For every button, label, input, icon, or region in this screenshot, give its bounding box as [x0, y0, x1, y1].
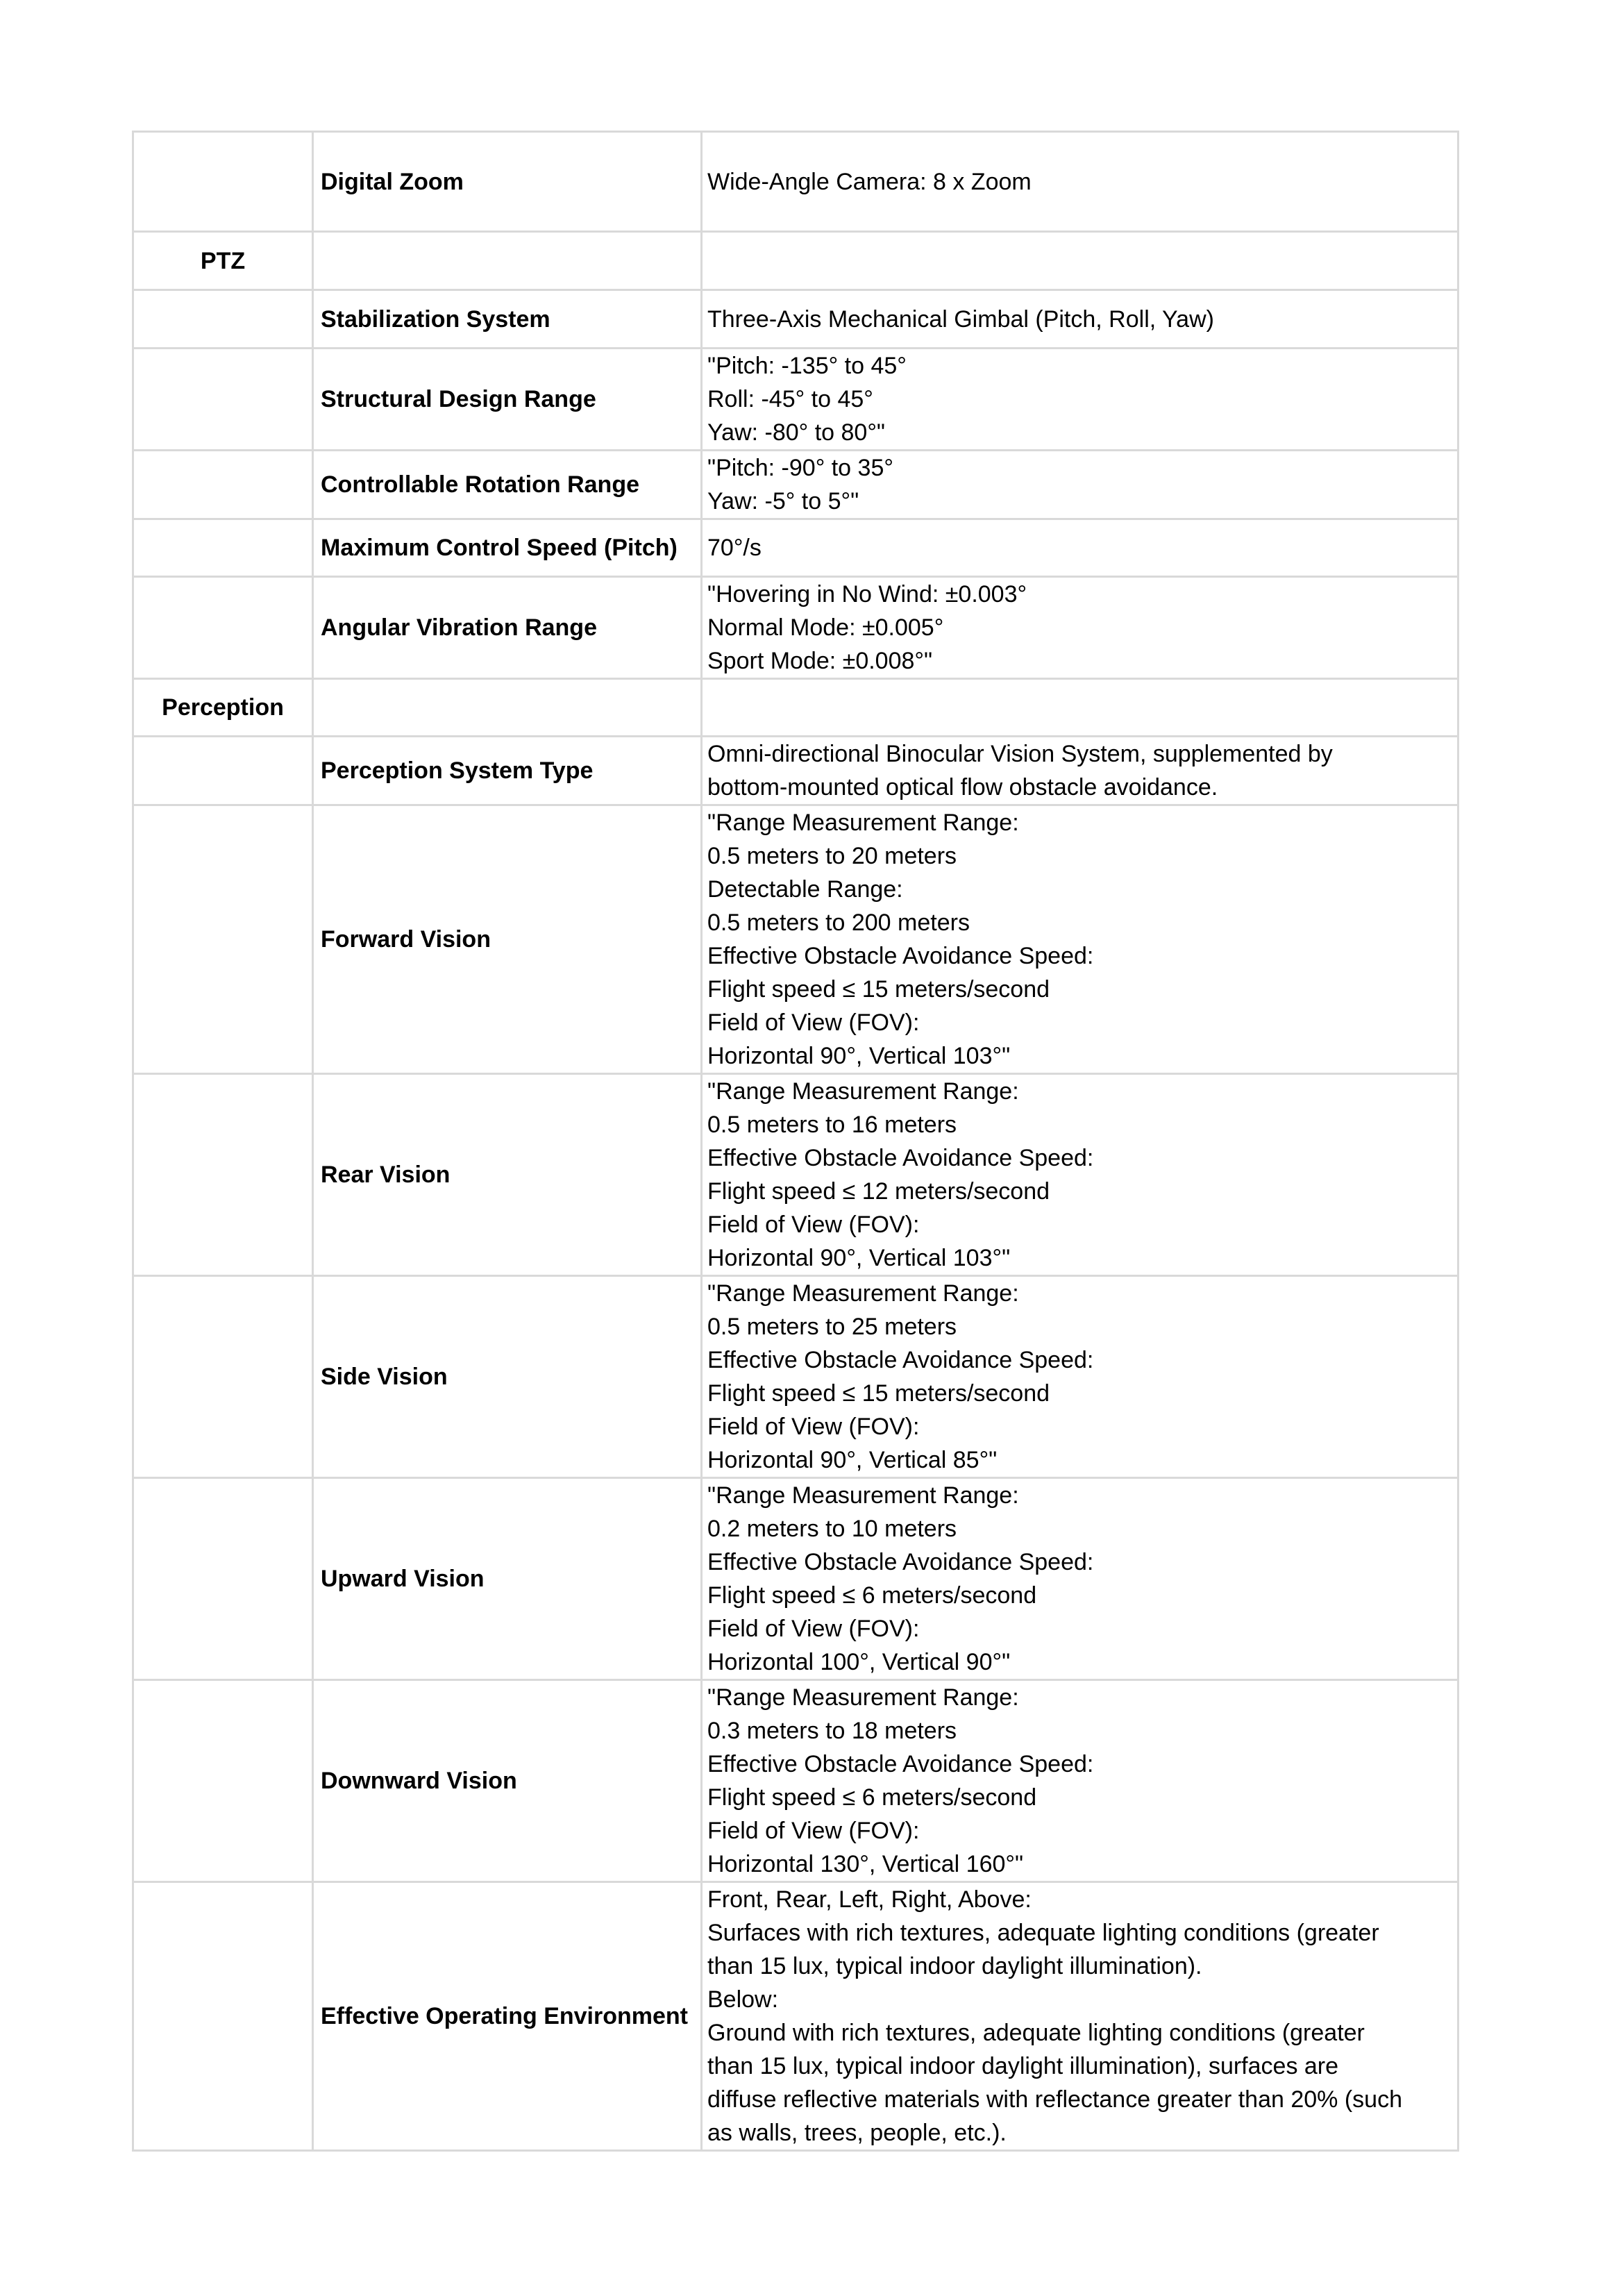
spec-value-line: "Pitch: -90° to 35° — [707, 455, 893, 481]
spec-value-line: Horizontal 90°, Vertical 85°" — [707, 1447, 998, 1473]
spec-value — [702, 451, 1458, 519]
spec-value-line: Detectable Range: — [707, 876, 903, 903]
table-row — [133, 737, 1458, 805]
spec-value-line: "Range Measurement Range: — [707, 1280, 1019, 1307]
category-cell — [133, 1478, 313, 1680]
spec-value-line: "Hovering in No Wind: ±0.003° — [707, 581, 1027, 607]
spec-value-line: Below: — [707, 1986, 779, 2013]
spec-value-line: Effective Obstacle Avoidance Speed: — [707, 1347, 1094, 1373]
table-row — [133, 805, 1458, 1074]
spec-value-line: Horizontal 90°, Vertical 103°" — [707, 1043, 1011, 1069]
spec-value-line: diffuse reflective materials with reflectance greater than 20% (such — [707, 2086, 1402, 2113]
spec-label: Effective Operating Environment — [313, 1882, 702, 2151]
spec-label: Upward Vision — [313, 1478, 702, 1680]
spec-label: Forward Vision — [313, 805, 702, 1074]
category-cell — [133, 1276, 313, 1478]
category-cell — [133, 1680, 313, 1882]
spec-value-line: Field of View (FOV): — [707, 1818, 920, 1844]
table-row — [133, 232, 1458, 290]
category-cell — [133, 1882, 313, 2151]
spec-value — [702, 349, 1458, 451]
spec-value — [702, 1074, 1458, 1276]
spec-value-line: Yaw: -80° to 80°" — [707, 419, 885, 446]
spec-value-line: Effective Obstacle Avoidance Speed: — [707, 943, 1094, 969]
spec-value — [702, 679, 1458, 737]
spec-value-line: Flight speed ≤ 6 meters/second — [707, 1784, 1037, 1811]
spec-value-line: "Range Measurement Range: — [707, 1482, 1019, 1509]
spec-label: Stabilization System — [313, 290, 702, 349]
category-cell — [133, 519, 313, 577]
spec-value-line: Flight speed ≤ 15 meters/second — [707, 976, 1050, 1003]
table-row — [133, 1882, 1458, 2151]
category-cell — [133, 132, 313, 232]
spec-label: Rear Vision — [313, 1074, 702, 1276]
spec-value-line: Omni-directional Binocular Vision System, supplemented by — [707, 741, 1333, 767]
spec-value-line: 0.5 meters to 25 meters — [707, 1314, 957, 1340]
spec-label: Digital Zoom — [313, 132, 702, 232]
spec-value — [702, 132, 1458, 232]
spec-label: Side Vision — [313, 1276, 702, 1478]
table-row — [133, 1276, 1458, 1478]
spec-value — [702, 519, 1458, 577]
category-cell — [133, 737, 313, 805]
category-cell — [133, 1074, 313, 1276]
spec-value-line: Effective Obstacle Avoidance Speed: — [707, 1549, 1094, 1575]
spec-value-line: 0.2 meters to 10 meters — [707, 1516, 957, 1542]
spec-value-line: Effective Obstacle Avoidance Speed: — [707, 1751, 1094, 1777]
table-row — [133, 519, 1458, 577]
spec-value-line: "Range Measurement Range: — [707, 1684, 1019, 1711]
spec-value-line: as walls, trees, people, etc.). — [707, 2120, 1007, 2146]
spec-value-line: than 15 lux, typical indoor daylight illumination), surfaces are — [707, 2053, 1339, 2079]
spec-value-line: Flight speed ≤ 6 meters/second — [707, 1582, 1037, 1609]
spec-label: Maximum Control Speed (Pitch) — [313, 519, 702, 577]
category-cell — [133, 577, 313, 679]
spec-value-line: Flight speed ≤ 15 meters/second — [707, 1380, 1050, 1407]
spec-value-line: Field of View (FOV): — [707, 1414, 920, 1440]
spec-value — [702, 1680, 1458, 1882]
spec-value — [702, 805, 1458, 1074]
spec-label: Angular Vibration Range — [313, 577, 702, 679]
spec-value-line: Surfaces with rich textures, adequate lighting conditions (greater — [707, 1920, 1379, 1946]
spec-value-line: "Range Measurement Range: — [707, 1078, 1019, 1105]
table-row — [133, 577, 1458, 679]
spec-value-line: Yaw: -5° to 5°" — [707, 488, 859, 514]
spec-label: Perception System Type — [313, 737, 702, 805]
spec-value-line: Field of View (FOV): — [707, 1212, 920, 1238]
spec-value-line: Horizontal 100°, Vertical 90°" — [707, 1649, 1011, 1675]
category-cell: PTZ — [133, 232, 313, 290]
spec-value-line: Roll: -45° to 45° — [707, 386, 873, 412]
category-cell — [133, 290, 313, 349]
specifications-table — [132, 131, 1459, 2152]
spec-value-line: 0.5 meters to 200 meters — [707, 910, 970, 936]
spec-value-line: bottom-mounted optical flow obstacle avoidance. — [707, 774, 1218, 801]
table-row — [133, 1074, 1458, 1276]
spec-value-line: than 15 lux, typical indoor daylight illumination). — [707, 1953, 1202, 1979]
spec-value-line: "Pitch: -135° to 45° — [707, 353, 907, 379]
table-row — [133, 451, 1458, 519]
spec-value-line: 0.5 meters to 16 meters — [707, 1112, 957, 1138]
spec-value-line: Horizontal 90°, Vertical 103°" — [707, 1245, 1011, 1271]
spec-value — [702, 737, 1458, 805]
spec-value-line: Normal Mode: ±0.005° — [707, 614, 944, 641]
spec-value-line: 0.5 meters to 20 meters — [707, 843, 957, 869]
spec-value-line: Effective Obstacle Avoidance Speed: — [707, 1145, 1094, 1171]
spec-value-line: Flight speed ≤ 12 meters/second — [707, 1178, 1050, 1205]
spec-value-line: Ground with rich textures, adequate lighting conditions (greater — [707, 2020, 1365, 2046]
spec-value — [702, 1478, 1458, 1680]
table-row — [133, 290, 1458, 349]
spec-value-line: Field of View (FOV): — [707, 1009, 920, 1036]
spec-value — [702, 577, 1458, 679]
category-cell — [133, 349, 313, 451]
spec-label: Structural Design Range — [313, 349, 702, 451]
spec-value-line: Sport Mode: ±0.008°" — [707, 648, 933, 674]
table-row — [133, 1680, 1458, 1882]
spec-value — [702, 1882, 1458, 2151]
table-row — [133, 349, 1458, 451]
spec-label: Downward Vision — [313, 1680, 702, 1882]
table-row — [133, 679, 1458, 737]
table-row — [133, 132, 1458, 232]
category-cell: Perception — [133, 679, 313, 737]
spec-value — [702, 290, 1458, 349]
spec-value-line: 70°/s — [707, 535, 762, 561]
spec-label — [313, 232, 702, 290]
spec-value-line: Horizontal 130°, Vertical 160°" — [707, 1851, 1024, 1877]
spec-value-line: "Range Measurement Range: — [707, 810, 1019, 836]
spec-value-line: 0.3 meters to 18 meters — [707, 1718, 957, 1744]
category-cell — [133, 805, 313, 1074]
spec-value-line: Wide-Angle Camera: 8 x Zoom — [707, 168, 1032, 195]
spec-value-line: Front, Rear, Left, Right, Above: — [707, 1886, 1032, 1913]
spec-value — [702, 232, 1458, 290]
category-cell — [133, 451, 313, 519]
spec-value — [702, 1276, 1458, 1478]
spec-value-line: Field of View (FOV): — [707, 1616, 920, 1642]
spec-label: Controllable Rotation Range — [313, 451, 702, 519]
spec-label — [313, 679, 702, 737]
specifications-table-body — [133, 132, 1458, 2151]
spec-value-line: Three-Axis Mechanical Gimbal (Pitch, Roll, Yaw) — [707, 305, 1214, 333]
table-row — [133, 1478, 1458, 1680]
